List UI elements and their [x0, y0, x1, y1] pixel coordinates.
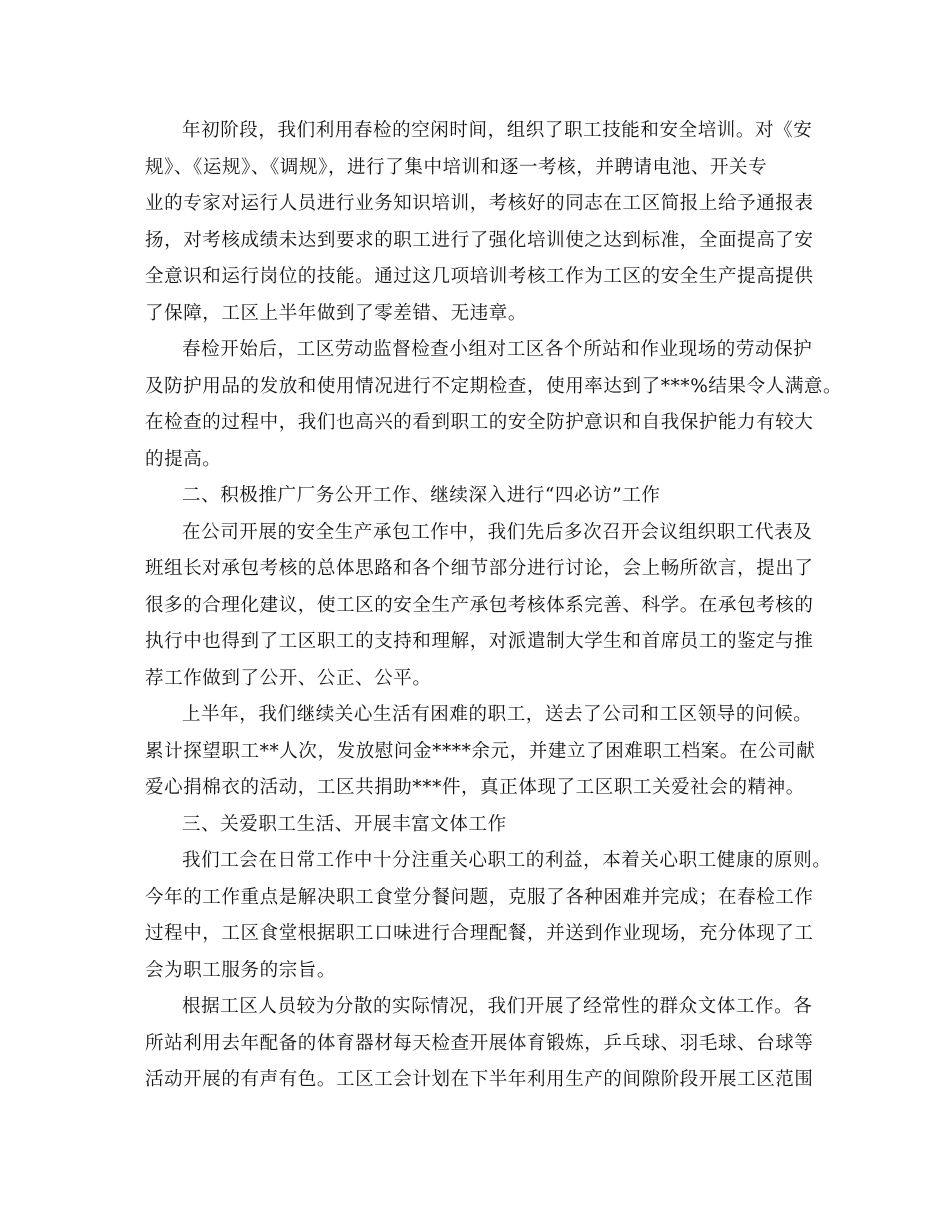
paragraph-line: 活动开展的有声有色。工区工会计划在下半年利用生产的间隙阶段开展工区范围 — [145, 1069, 814, 1090]
paragraph-line: 执行中也得到了工区职工的支持和理解，对派遣制大学生和首席员工的鉴定与推 — [145, 631, 814, 652]
paragraph-line: 业的专家对运行人员进行业务知识培训，考核好的同志在工区简报上给予通报表 — [145, 193, 814, 214]
paragraph-line: 很多的合理化建议，使工区的安全生产承包考核体系完善、科学。在承包考核的 — [145, 594, 814, 616]
section-heading: 二、积极推广厂务公开工作、继续深入进行“四必访”工作 — [182, 485, 661, 506]
paragraph-line: 所站利用去年配备的体育器材每天检查开展体育锻炼，乒乓球、羽毛球、台球等 — [145, 1032, 814, 1054]
paragraph-line: 上半年，我们继续关心生活有困难的职工，送去了公司和工区领导的问候。 — [182, 704, 813, 725]
paragraph-line: 班组长对承包考核的总体思路和各个细节部分进行讨论，会上畅所欲言，提出了 — [145, 558, 814, 579]
paragraph-line: 的提高。 — [145, 448, 222, 470]
paragraph-line: 累计探望职工**人次，发放慰问金****余元，并建立了困难职工档案。在公司献 — [145, 740, 816, 762]
paragraph-line: 在检查的过程中，我们也高兴的看到职工的安全防护意识和自我保护能力有较大 — [145, 412, 814, 433]
paragraph-line: 规》、《运规》、《调规》，进行了集中培训和逐一考核，并聘请电池、开关专 — [145, 156, 768, 178]
paragraph-line: 及防护用品的发放和使用情况进行不定期检查，使用率达到了***%结果令人满意。 — [145, 375, 843, 397]
paragraph-line: 扬，对考核成绩未达到要求的职工进行了强化培训使之达到标准，全面提高了安 — [145, 229, 814, 251]
paragraph-line: 爱心捐棉衣的活动，工区共捐助***件，真正体现了工区职工关爱社会的精神。 — [145, 777, 805, 798]
paragraph-line: 今年的工作重点是解决职工食堂分餐问题，克服了各种困难并完成；在春检工作 — [145, 886, 814, 908]
paragraph-line: 我们工会在日常工作中十分注重关心职工的利益，本着关心职工健康的原则。 — [182, 850, 832, 871]
paragraph-line: 荐工作做到了公开、公正、公平。 — [145, 667, 432, 689]
paragraph-line: 根据工区人员较为分散的实际情况，我们开展了经常性的群众文体工作。各 — [182, 996, 813, 1017]
paragraph-line: 春检开始后，工区劳动监督检查小组对工区各个所站和作业现场的劳动保护 — [182, 339, 813, 360]
document-body — [145, 113, 843, 1099]
section-heading: 三、关爱职工生活、开展丰富文体工作 — [182, 813, 507, 835]
paragraph-line: 在公司开展的安全生产承包工作中，我们先后多次召开会议组织职工代表及 — [182, 521, 813, 543]
paragraph-line: 全意识和运行岗位的技能。通过这几项培训考核工作为工区的安全生产提高提供 — [145, 266, 814, 287]
paragraph-line: 了保障，工区上半年做到了零差错、无违章。 — [145, 302, 528, 324]
paragraph-line: 过程中，工区食堂根据职工口味进行合理配餐，并送到作业现场，充分体现了工 — [145, 923, 814, 944]
paragraph-line: 年初阶段，我们利用春检的空闲时间，组织了职工技能和安全培训。对《安 — [182, 120, 813, 141]
paragraph-line: 会为职工服务的宗旨。 — [145, 959, 337, 981]
